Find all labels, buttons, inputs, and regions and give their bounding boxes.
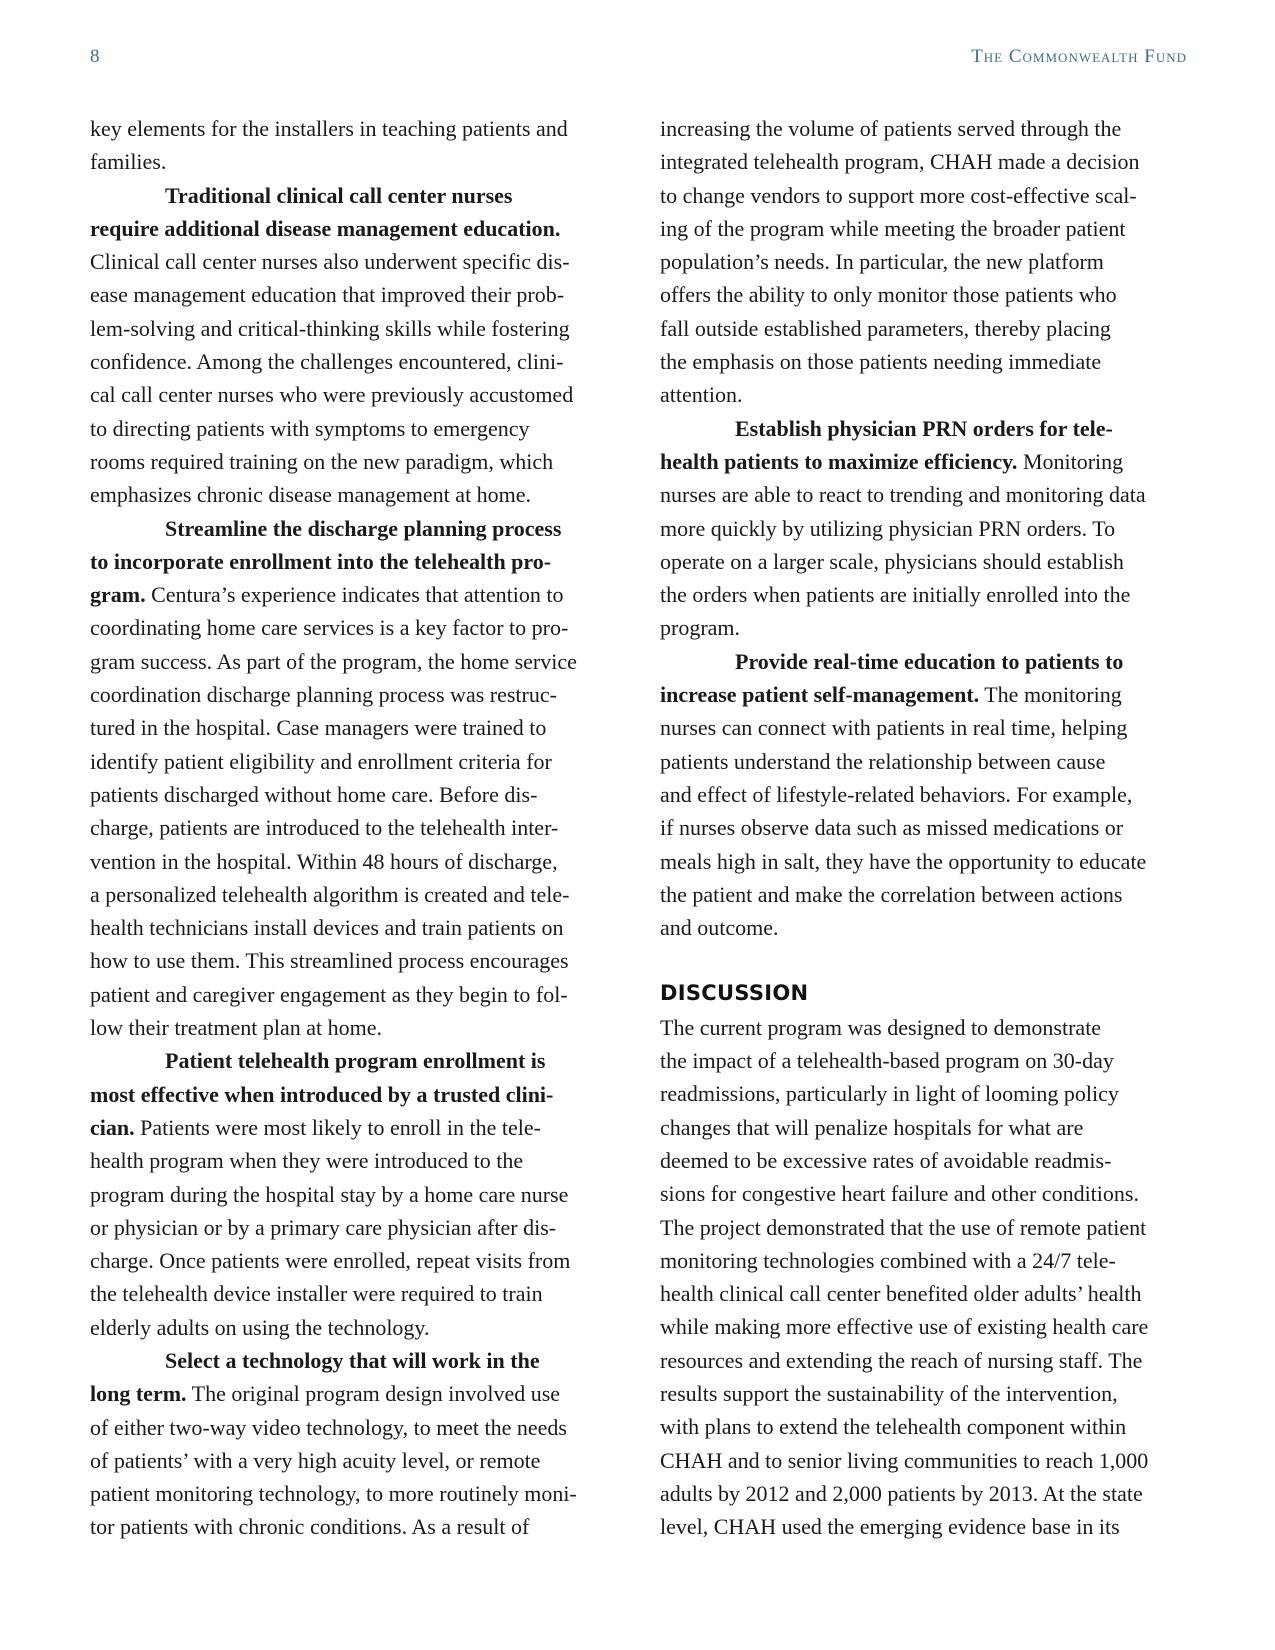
text-run: Monitoring (1017, 448, 1124, 474)
text-line: to directing patients with symptoms to emergency (90, 415, 530, 441)
text-line: operate on a larger scale, physicians should establish (660, 548, 1124, 574)
text-line: cal call center nurses who were previously accustomed (90, 382, 574, 408)
text-line (660, 678, 1180, 711)
text-run: The monitoring (979, 682, 1122, 708)
paragraph-lead-heading: Provide real-time education to patients to (735, 648, 1124, 674)
paragraph-lead-heading: Streamline the discharge planning process (165, 515, 562, 541)
text-line: gram success. As part of the program, the home service (90, 648, 577, 674)
text-line: with plans to extend the telehealth component within (660, 1414, 1127, 1440)
text-line: identify patient eligibility and enrollment criteria for (90, 748, 552, 774)
text-line: charge, patients are introduced to the telehealth inter- (90, 815, 559, 841)
text-line: confidence. Among the challenges encountered, clini- (90, 349, 564, 375)
text-line: deemed to be excessive rates of avoidable readmis- (660, 1147, 1112, 1173)
text-line: readmissions, particularly in light of looming policy (660, 1081, 1119, 1107)
paragraph (90, 179, 610, 512)
text-line: the telehealth device installer were required to train (90, 1281, 543, 1307)
text-line: health clinical call center benefited older adults’ health (660, 1281, 1142, 1307)
right-column (660, 112, 1180, 1543)
text-line: increasing the volume of patients served through the (660, 116, 1122, 141)
text-line: changes that will penalize hospitals for what are (660, 1114, 1084, 1140)
text-line: while making more effective use of existing health care (660, 1314, 1149, 1340)
text-line: fall outside established parameters, thereby placing (660, 315, 1111, 341)
paragraph-lead-heading: Establish physician PRN orders for tele- (735, 415, 1113, 441)
text-line: vention in the hospital. Within 48 hours of discharge, (90, 848, 558, 874)
paragraph-lead-heading: Select a technology that will work in the (165, 1347, 540, 1373)
text-line: the impact of a telehealth-based program on 30-day (660, 1048, 1114, 1074)
text-line: of either two-way video technology, to meet the needs (90, 1414, 567, 1440)
paragraph (660, 645, 1180, 945)
text-line: resources and extending the reach of nursing staff. The (660, 1347, 1143, 1373)
text-line: sions for congestive heart failure and other conditions. (660, 1181, 1139, 1207)
text-line: health technicians install devices and train patients on (90, 915, 564, 941)
text-line: adults by 2012 and 2,000 patients by 2013. At the state (660, 1480, 1143, 1506)
text-line: attention. (660, 382, 743, 408)
text-line: lem-solving and critical-thinking skills while fostering (90, 315, 570, 341)
text-line: offers the ability to only monitor those patients who (660, 282, 1117, 308)
text-line: level, CHAH used the emerging evidence base in its (660, 1514, 1120, 1540)
text-line: patients discharged without home care. Before dis- (90, 781, 538, 807)
paragraph (90, 512, 610, 1045)
text-line: CHAH and to senior living communities to reach 1,000 (660, 1447, 1149, 1473)
paragraph-lead-heading: health patients to maximize efficiency. (660, 448, 1018, 474)
text-line: The current program was designed to demonstrate (660, 1014, 1102, 1040)
page-number: 8 (90, 46, 100, 67)
text-line: the orders when patients are initially enrolled into the (660, 582, 1131, 608)
text-line (90, 578, 610, 611)
text-line: families. (90, 149, 167, 175)
text-line: patient and caregiver engagement as they begin to fol- (90, 981, 568, 1007)
text-line: program during the hospital stay by a home care nurse (90, 1181, 569, 1207)
paragraph-lead-heading: to incorporate enrollment into the telehealth pro- (90, 548, 552, 574)
paragraph (90, 112, 610, 179)
text-line: The project demonstrated that the use of remote patient (660, 1214, 1147, 1240)
text-line: population’s needs. In particular, the new platform (660, 249, 1104, 275)
paragraph-lead-heading: Traditional clinical call center nurses (165, 182, 513, 208)
paragraph-lead-heading: require additional disease management education. (90, 215, 561, 241)
paragraph-lead-heading: increase patient self-management. (660, 682, 980, 708)
text-line: key elements for the installers in teaching patients and (90, 116, 568, 141)
text-line: nurses can connect with patients in real time, helping (660, 715, 1128, 741)
paragraph-lead-heading: gram. (90, 582, 146, 608)
text-line: coordinating home care services is a key factor to pro- (90, 615, 569, 641)
text-line: nurses are able to react to trending and monitoring data (660, 482, 1146, 508)
paragraph (90, 1044, 610, 1344)
paragraph-lead-heading: most effective when introduced by a trusted clini- (90, 1081, 554, 1107)
text-line: integrated telehealth program, CHAH made a decision (660, 149, 1140, 175)
text-line: the emphasis on those patients needing immediate (660, 349, 1102, 375)
text-line: tor patients with chronic conditions. As a result of (90, 1514, 530, 1540)
text-line: tured in the hospital. Case managers were trained to (90, 715, 547, 741)
text-line: rooms required training on the new paradigm, which (90, 448, 554, 474)
page-header (90, 46, 1187, 76)
text-line: if nurses observe data such as missed medications or (660, 815, 1124, 841)
paragraph (660, 412, 1180, 645)
text-line: ing of the program while meeting the broader patient (660, 215, 1126, 241)
text-line: or physician or by a primary care physician after dis- (90, 1214, 557, 1240)
paragraph-lead-heading: long term. (90, 1381, 187, 1407)
text-line: program. (660, 615, 741, 641)
text-line: how to use them. This streamlined process encourages (90, 948, 569, 974)
text-line: emphasizes chronic disease management at home. (90, 482, 532, 508)
text-line: coordination discharge planning process was restruc- (90, 682, 557, 708)
text-line: the patient and make the correlation between actions (660, 881, 1123, 907)
text-line: patients understand the relationship between cause (660, 748, 1106, 774)
text-line (660, 445, 1180, 478)
text-line: Clinical call center nurses also underwent specific dis- (90, 249, 570, 275)
paragraph (660, 112, 1180, 412)
text-run: The original program design involved use (186, 1381, 561, 1407)
text-line: monitoring technologies combined with a 24/7 tele- (660, 1247, 1116, 1273)
paragraph (90, 1344, 610, 1544)
text-line: low their treatment plan at home. (90, 1015, 383, 1041)
text-run: Centura’s experience indicates that attention to (145, 582, 564, 608)
left-column (90, 112, 610, 1544)
running-head: The Commonwealth Fund (971, 46, 1187, 67)
text-line: and effect of lifestyle-related behaviors. For example, (660, 781, 1133, 807)
text-line: and outcome. (660, 915, 779, 941)
text-line: health program when they were introduced to the (90, 1148, 524, 1174)
text-line: meals high in salt, they have the opportunity to educate (660, 848, 1147, 874)
discussion-section (660, 977, 1180, 1543)
text-line: of patients’ with a very high acuity level, or remote (90, 1447, 541, 1473)
paragraph-lead-heading: Patient telehealth program enrollment is (165, 1048, 546, 1074)
text-line: to change vendors to support more cost-effective scal- (660, 182, 1137, 208)
text-line: charge. Once patients were enrolled, repeat visits from (90, 1248, 571, 1274)
text-line: patient monitoring technology, to more routinely moni- (90, 1481, 577, 1507)
text-line (90, 1377, 610, 1410)
text-line (90, 1111, 610, 1144)
text-line: more quickly by utilizing physician PRN orders. To (660, 515, 1116, 541)
text-line: results support the sustainability of the intervention, (660, 1380, 1118, 1406)
text-line: a personalized telehealth algorithm is created and tele- (90, 881, 570, 907)
text-line: elderly adults on using the technology. (90, 1314, 430, 1340)
section-heading-discussion: DISCUSSION (660, 981, 809, 1006)
paragraph-lead-heading: cian. (90, 1114, 135, 1140)
text-run: Patients were most likely to enroll in the tele- (134, 1114, 541, 1140)
text-line: ease management education that improved their prob- (90, 282, 565, 308)
